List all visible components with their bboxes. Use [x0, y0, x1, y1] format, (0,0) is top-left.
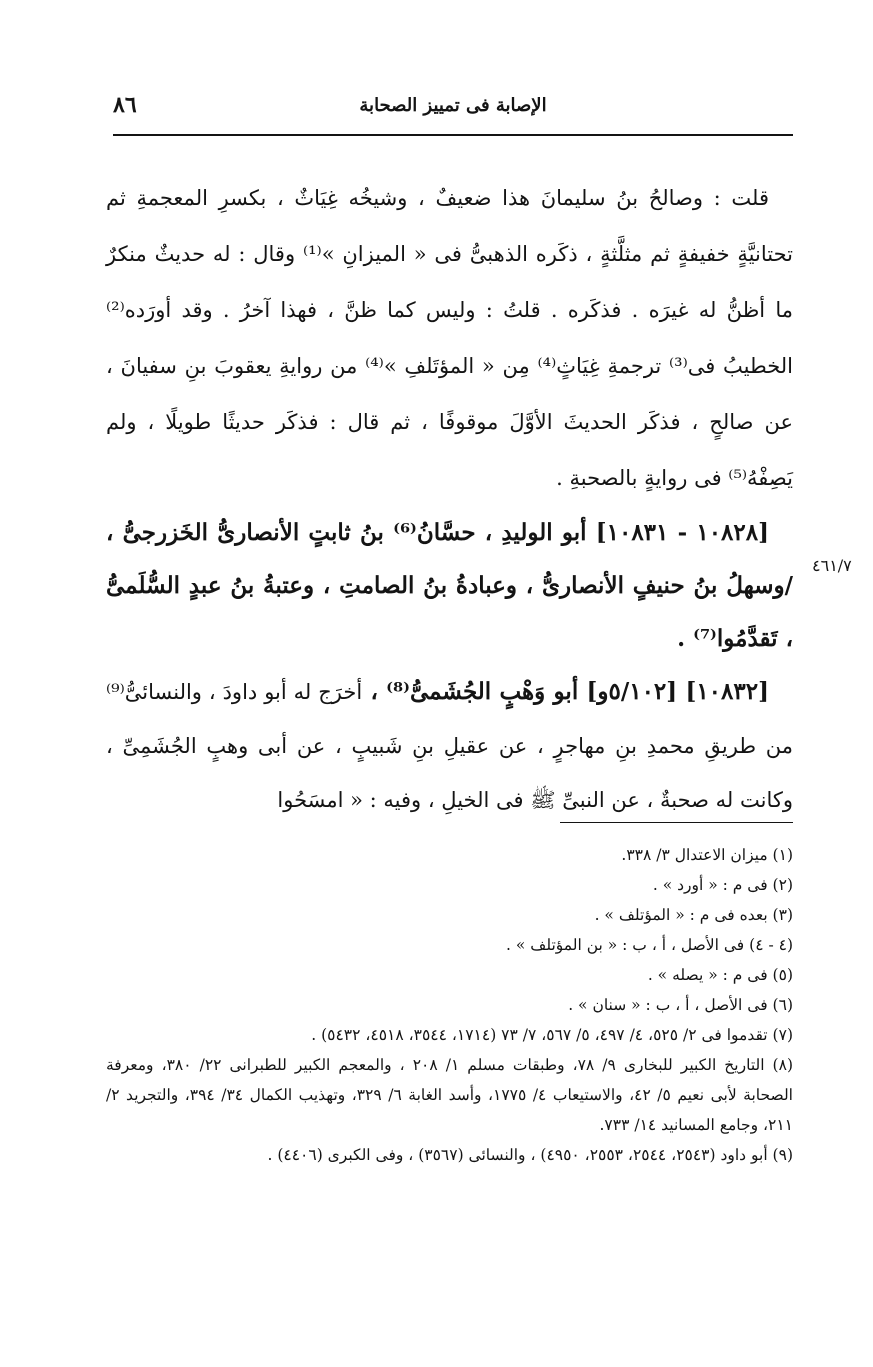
entry-heading: [١٠٨٣٢] [٥/١٠٢و] أبو وَهْبٍ الجُشَمىُّ⁽⁸⁾ ، — [370, 678, 769, 705]
header-divider — [113, 134, 793, 136]
footnote: (٨) التاريخ الكبير للبخارى ٩/ ٧٨، وطبقات مسلم ١/ ٢٠٨ ، والمعجم الكبير للطبرانى ٢٢/ ٣٨٠، ومعرفة الصحابة لأبى نعيم ٥/ ٤٢، والاستيعاب ٤/ ١٧٧٥، وأسد الغابة ٦/ ٣٢٩، وتهذيب الكمال ٣٤/ ٣٩٤، والتجريد ٢/ ٢١١، وجامع المسانيد ١٤/ ٧٣٣. — [106, 1056, 793, 1134]
footnote: (٢) فى م : « أورد » . — [652, 876, 793, 894]
main-text — [106, 170, 793, 827]
footnote: (١) ميزان الاعتدال ٣/ ٣٣٨. — [621, 846, 793, 864]
entry-abu-wahb-aljushami — [106, 665, 793, 827]
paragraph-commentary: قلت : وصالحُ بنُ سليمانَ هذا ضعيفٌ ، وشيخُه غِيَاثٌ ، بكسرِ المعجمةِ ثم تحتانيَّةٍ خفيفةٍ ثم مثلَّثةٍ ، ذكَره الذهبىُّ فى « الميزانِ »⁽¹⁾ وقال : له حديثٌ منكرٌ ما أظنُّ له غيرَه . فذكَره . قلتُ : وليس كما ظنَّ ، فهذا آخرُ . وقد أورَده⁽²⁾ الخطيبُ فى⁽³⁾ ترجمةِ غِيَاثٍ⁽⁴⁾ مِن « المؤتَلفِ »⁽⁴⁾ من روايةِ يعقوبَ بنِ سفيانَ ، عن صالحٍ ، فذكَر الحديثَ الأوَّلَ موقوفًا ، ثم قال : فذكَر حديثًا طويلًا ، ولم يَصِفْهُ⁽⁵⁾ فى روايةٍ بالصحبةِ . — [106, 186, 793, 490]
margin-reference: ٤٦١/٧ — [812, 556, 852, 575]
footnote: (٦) فى الأصل ، أ ، ب : « سنان » . — [568, 996, 793, 1014]
footnote-divider — [560, 822, 793, 823]
footnote: (٩) أبو داود (٢٥٤٣، ٢٥٤٤، ٢٥٥٣، ٤٩٥٠) ، والنسائى (٣٥٦٧) ، وفى الكبرى (٤٤٠٦) . — [267, 1146, 793, 1164]
running-title: الإصابة فى تمييز الصحابة — [359, 95, 547, 116]
entry-text: أخرَج له أبو داودَ ، والنسائىُّ⁽⁹⁾ من طريقِ محمدِ بنِ مهاجرٍ ، عن عقيلِ بنِ شَبيبٍ ، عن أبى وهبٍ الجُشَمِىِّ ، وكانت له صحبةٌ ، عن النبىِّ ﷺ فى الخيلِ ، وفيه : « امسَحُوا — [106, 680, 793, 812]
entry-hassan-ibn-thabit: [١٠٨٢٨ - ١٠٨٣١] أبو الوليدِ ، حسَّانُ⁽⁶⁾ بنُ ثابتٍ الأنصارىُّ الخَزرجىُّ ، /وسهلُ بنُ حنيفٍ الأنصارىُّ ، وعبادةُ بنُ الصامتِ ، وعتبةُ بنُ عبدٍ السُّلَمىُّ ، تَقدَّمُوا⁽⁷⁾ . — [106, 519, 793, 652]
page-header — [113, 92, 793, 128]
page-number: ٨٦ — [113, 92, 137, 118]
footnotes — [106, 840, 793, 1170]
footnote: (٧) تقدموا فى ٢/ ٥٢٥، ٤/ ٤٩٧، ٥/ ٥٦٧، ٧/ ٧٣ (١٧١٤، ٣٥٤٤، ٤٥١٨، ٥٤٣٢) . — [311, 1026, 793, 1044]
footnote: (٤ - ٤) فى الأصل ، أ ، ب : « بن المؤتلف » . — [506, 936, 793, 954]
footnote: (٣) بعده فى م : « المؤتلف » . — [594, 906, 793, 924]
footnote: (٥) فى م : « يصله » . — [647, 966, 793, 984]
